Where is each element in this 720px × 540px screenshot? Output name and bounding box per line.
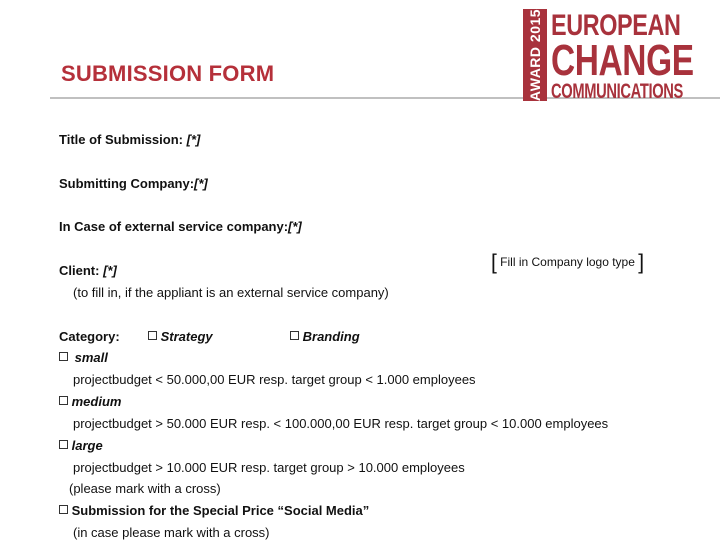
branding-label: Branding: [302, 329, 360, 344]
size-note: (please mark with a cross): [69, 481, 221, 496]
title-of-submission-value[interactable]: [*]: [186, 132, 201, 147]
large-checkbox[interactable]: [59, 440, 68, 449]
title-of-submission-label: Title of Submission:: [59, 132, 187, 147]
size-option-small[interactable]: [59, 350, 108, 365]
special-price-checkbox[interactable]: [59, 505, 68, 514]
award-year-text: AWARD 2015: [527, 8, 543, 102]
large-label: large: [71, 438, 103, 453]
logo-placeholder-text: Fill in Company logo type: [496, 255, 639, 269]
logo-word-communications: COMMUNICATIONS: [551, 80, 684, 103]
large-description: projectbudget > 10.000 EUR resp. target group > 10.000 employees: [73, 460, 465, 475]
special-price-note: (in case please mark with a cross): [73, 525, 270, 540]
special-price-label: Submission for the Special Price “Social Media”: [71, 503, 370, 518]
logo-placeholder-close-bracket: ]: [638, 251, 645, 274]
client-field[interactable]: [59, 263, 117, 278]
category-option-branding[interactable]: [290, 329, 360, 344]
submitting-company-field[interactable]: [59, 176, 208, 191]
special-price-option[interactable]: [59, 503, 369, 518]
award-year-badge: [523, 9, 547, 101]
logo-placeholder-open-bracket: [: [491, 251, 497, 274]
submitting-company-value[interactable]: [*]: [194, 176, 208, 191]
submitting-company-label: Submitting Company:: [59, 176, 195, 191]
small-checkbox[interactable]: [59, 352, 68, 361]
award-logo: [523, 9, 709, 103]
title-of-submission-field[interactable]: [59, 132, 200, 147]
size-option-medium[interactable]: [59, 394, 121, 409]
page-title: SUBMISSION FORM: [61, 61, 275, 86]
size-option-large[interactable]: [59, 438, 103, 453]
strategy-checkbox[interactable]: [148, 331, 157, 340]
medium-description: projectbudget > 50.000 EUR resp. < 100.000,00 EUR resp. target group < 10.000 employees: [73, 416, 609, 431]
medium-checkbox[interactable]: [59, 396, 68, 405]
strategy-label: Strategy: [160, 329, 213, 344]
medium-label: medium: [71, 394, 122, 409]
logo-word-change: CHANGE: [551, 36, 694, 85]
logo-word-european: EUROPEAN: [551, 9, 681, 42]
branding-checkbox[interactable]: [290, 331, 299, 340]
small-label: small: [74, 350, 108, 365]
external-service-company-field[interactable]: [59, 219, 302, 234]
category-label: Category:: [59, 329, 120, 344]
category-option-strategy[interactable]: [148, 329, 213, 344]
external-service-company-label: In Case of external service company:: [59, 219, 289, 234]
small-description: projectbudget < 50.000,00 EUR resp. target group < 1.000 employees: [73, 372, 476, 387]
external-service-company-value[interactable]: [*]: [288, 219, 302, 234]
client-note: (to fill in, if the appliant is an external service company): [73, 285, 389, 300]
company-logo-placeholder[interactable]: [491, 251, 644, 275]
client-label: Client:: [59, 263, 104, 278]
client-value[interactable]: [*]: [103, 263, 117, 278]
